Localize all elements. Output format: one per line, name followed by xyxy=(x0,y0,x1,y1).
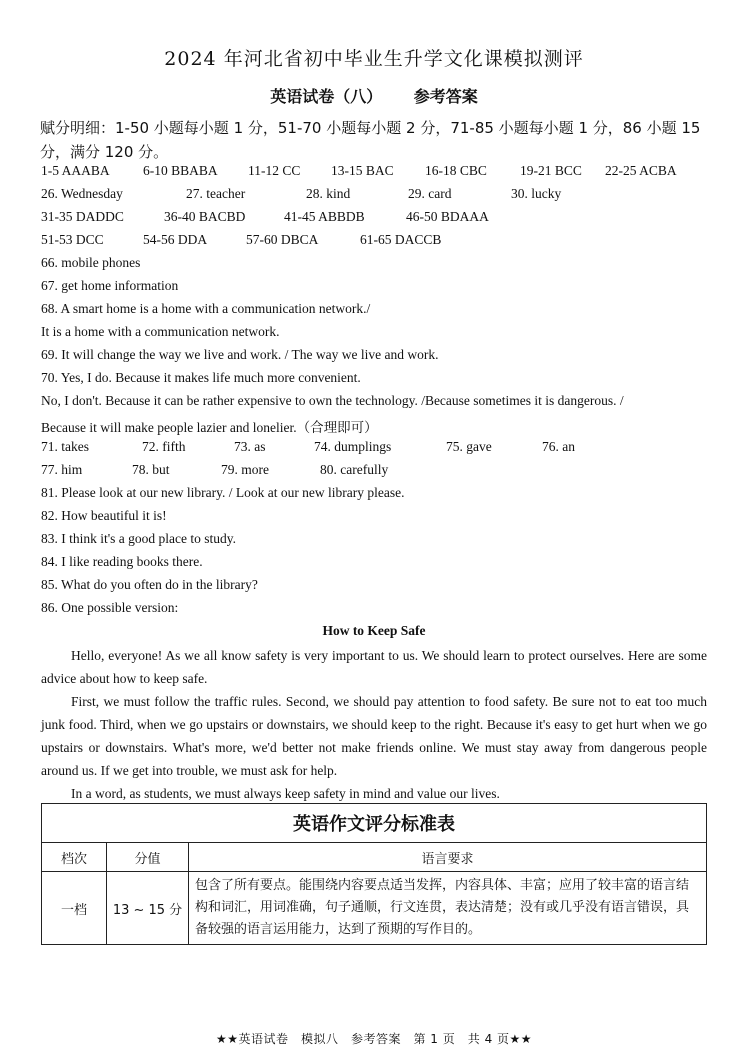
answer-group: 16-18 CBC xyxy=(425,163,487,178)
essay-paragraph-3: In a word, as students, we must always keep safety in mind and value our lives. xyxy=(71,786,500,801)
answer-group: 46-50 BDAAA xyxy=(406,209,489,224)
table-row xyxy=(42,872,707,945)
answer-84: 84. I like reading books there. xyxy=(41,554,203,569)
rubric-header-score: 分值 xyxy=(107,843,189,872)
answer-82: 82. How beautiful it is! xyxy=(41,508,167,523)
rubric-header-level: 档次 xyxy=(42,843,107,872)
answer-83: 83. I think it's a good place to study. xyxy=(41,531,237,546)
answer-86: 86. One possible version: xyxy=(41,600,179,615)
rubric-header-requirement: 语言要求 xyxy=(189,843,707,872)
answer-group: 22-25 ACBA xyxy=(605,163,677,178)
answer-70-alt-2: Because it will make people lazier and lonelier.（合理即可） xyxy=(41,420,378,435)
subtitle-paper: 英语试卷（八） xyxy=(270,87,383,106)
answer-item: 28. kind xyxy=(306,186,351,201)
answer-item: 72. fifth xyxy=(142,439,186,454)
rubric-table xyxy=(41,803,707,945)
rubric-level: 一档 xyxy=(42,872,107,945)
answer-70-alt: No, I don't. Because it can be rather expensive to own the technology. /Because sometimes it is dangerous. / xyxy=(41,393,624,408)
page-subtitle xyxy=(0,84,748,107)
essay-paragraph-2: First, we must follow the traffic rules. Second, we should pay attention to food safety. Be sure not to eat too much junk food. Third, when we go upstairs or downstairs, we should keep to the right. Because it's easy to get hurt when we go upstairs or downstairs. What's more, we'd better not make friends online. We must stay away from dangerous people around us. If we get into trouble, we must ask for help. xyxy=(41,694,707,778)
answer-68-alt: It is a home with a communication network. xyxy=(41,324,280,339)
answer-group: 6-10 BBABA xyxy=(143,163,218,178)
answer-group: 1-5 AAABA xyxy=(41,163,110,178)
answer-item: 26. Wednesday xyxy=(41,186,123,201)
answer-item: 27. teacher xyxy=(186,186,246,201)
answer-group: 19-21 BCC xyxy=(520,163,582,178)
page-footer: ★★英语试卷 模拟八 参考答案 第 1 页 共 4 页★★ xyxy=(215,1032,533,1046)
answer-item: 77. him xyxy=(41,462,83,477)
answer-item: 74. dumplings xyxy=(314,439,392,454)
score-breakdown: 赋分明细：1-50 小题每小题 1 分，51-70 小题每小题 2 分，71-85 小题每小题 1 分，86 小题 15 分，满分 120 分。 xyxy=(40,119,701,161)
answer-group: 57-60 DBCA xyxy=(246,232,319,247)
answer-81: 81. Please look at our new library. / Look at our new library please. xyxy=(41,485,405,500)
answer-item: 79. more xyxy=(221,462,269,477)
answer-item: 71. takes xyxy=(41,439,89,454)
answer-group: 13-15 BAC xyxy=(331,163,394,178)
rubric-title: 英语作文评分标准表 xyxy=(42,804,707,843)
answer-68: 68. A smart home is a home with a communication network./ xyxy=(41,301,371,316)
answer-67: 67. get home information xyxy=(41,278,179,293)
answer-group: 61-65 DACCB xyxy=(360,232,442,247)
answer-item: 75. gave xyxy=(446,439,492,454)
answer-70: 70. Yes, I do. Because it makes life much more convenient. xyxy=(41,370,361,385)
answer-group: 51-53 DCC xyxy=(41,232,104,247)
answer-item: 73. as xyxy=(234,439,266,454)
essay-paragraph-1: Hello, everyone! As we all know safety is very important to us. We should learn to protect ourselves. Here are some advice about how to keep safe. xyxy=(41,648,707,686)
answer-85: 85. What do you often do in the library? xyxy=(41,577,258,592)
answer-item: 80. carefully xyxy=(320,462,389,477)
answer-item: 30. lucky xyxy=(511,186,562,201)
answer-group: 31-35 DADDC xyxy=(41,209,124,224)
page-title: 2024 年河北省初中毕业生升学文化课模拟测评 xyxy=(164,48,584,70)
answer-item: 29. card xyxy=(408,186,452,201)
answer-group: 54-56 DDA xyxy=(143,232,208,247)
essay-title: How to Keep Safe xyxy=(322,623,426,638)
answer-item: 78. but xyxy=(132,462,170,477)
rubric-score: 13 ~ 15 分 xyxy=(107,872,189,945)
answer-item: 76. an xyxy=(542,439,575,454)
answer-group: 11-12 CC xyxy=(248,163,301,178)
answer-69: 69. It will change the way we live and work. / The way we live and work. xyxy=(41,347,439,362)
answer-group: 41-45 ABBDB xyxy=(284,209,365,224)
subtitle-answers: 参考答案 xyxy=(413,87,478,106)
answer-group: 36-40 BACBD xyxy=(164,209,246,224)
rubric-requirement: 包含了所有要点。能围绕内容要点适当发挥，内容具体、丰富；应用了较丰富的语言结构和词汇，用词准确，句子通顺，行文连贯，表达清楚；没有或几乎没有语言错误，具备较强的语言运用能力，达到了预期的写作目的。 xyxy=(189,872,707,945)
answer-66: 66. mobile phones xyxy=(41,255,141,270)
